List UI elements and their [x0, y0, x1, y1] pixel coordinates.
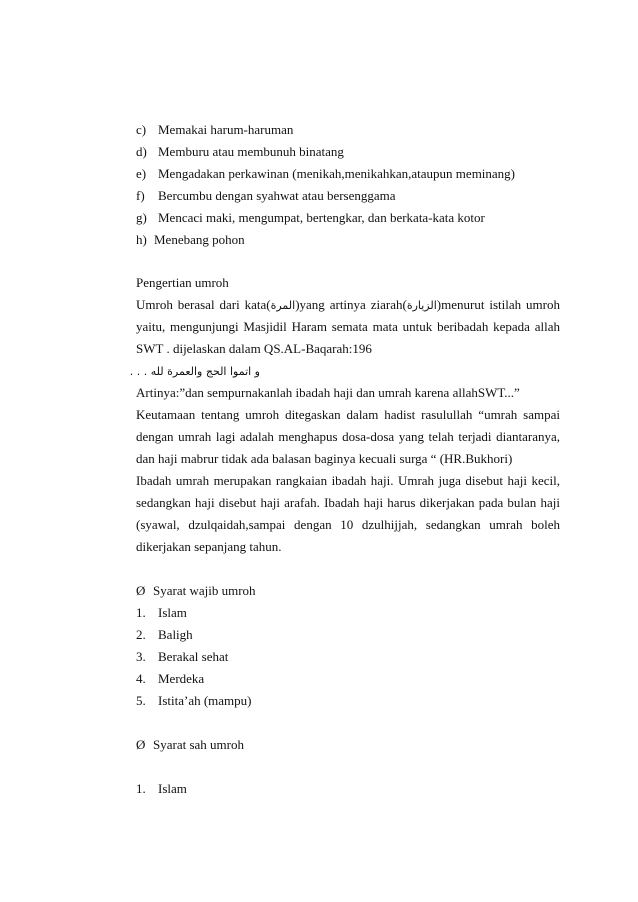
paragraph-line: dikerjakan sepanjang tahun.: [136, 539, 282, 554]
paragraph-line: (syawal, dzulqaidah,sampai dengan 10 dzulhijjah, sedangkan umrah boleh: [136, 517, 560, 532]
bullet-icon: Ø: [136, 583, 146, 598]
bullet-heading: [136, 583, 256, 599]
list-item: [136, 166, 515, 182]
list-item-label: 1.: [136, 605, 146, 620]
list-item: [136, 122, 293, 138]
list-item-text: Bercumbu dengan syahwat atau bersenggama: [158, 188, 396, 203]
list-item-text: Memburu atau membunuh binatang: [158, 144, 344, 159]
text-run: )menurut istilah umroh: [436, 297, 560, 312]
text-run: Umroh berasal dari kata(: [136, 297, 271, 312]
paragraph-line: SWT . dijelaskan dalam QS.AL-Baqarah:196: [136, 341, 372, 356]
artinya-line: Artinya:”dan sempurnakanlah ibadah haji dan umrah karena allahSWT...”: [136, 385, 520, 400]
list-item-text: Islam: [158, 781, 187, 796]
paragraph-line: dengan umrah lagi adalah menghapus dosa-dosa yang telah terjadi diantaranya,: [136, 429, 560, 444]
list-item: [136, 627, 193, 643]
list-item-text: Baligh: [158, 627, 193, 642]
list-item-text: Menebang pohon: [154, 232, 245, 247]
list-item-text: Mengadakan perkawinan (menikah,menikahkan,ataupun meminang): [158, 166, 516, 181]
section-title: Pengertian umroh: [136, 275, 229, 290]
paragraph-line: Ibadah umrah merupakan rangkaian ibadah haji. Umrah juga disebut haji kecil,: [136, 473, 560, 488]
paragraph-line: Keutamaan tentang umroh ditegaskan dalam hadist rasulullah “umrah sampai: [136, 407, 560, 422]
list-item-text: Istita’ah (mampu): [158, 693, 252, 708]
paragraph-line: sedangkan haji disebut haji arafah. Ibadah haji harus dikerjakan pada bulan haji: [136, 495, 560, 510]
list-item: [136, 781, 187, 797]
bullet-heading: [136, 737, 244, 753]
list-item: [136, 232, 245, 248]
bullet-heading-text: Syarat sah umroh: [153, 737, 244, 752]
list-item: [136, 605, 187, 621]
list-item-label: h): [136, 232, 147, 247]
arabic-verse: و اتموا الحج والعمرة لله . . .: [129, 365, 260, 378]
bullet-heading-text: Syarat wajib umroh: [153, 583, 256, 598]
paragraph-line: yaitu, mengunjungi Masjidil Haram semata mata untuk beribadah kepada allah: [136, 319, 560, 334]
text-run: )yang artinya ziarah(: [295, 297, 407, 312]
list-item-label: 5.: [136, 693, 146, 708]
list-item-label: c): [136, 122, 147, 137]
paragraph-line: [136, 297, 560, 314]
list-item: [136, 144, 344, 160]
list-item-label: f): [136, 188, 145, 203]
list-item-text: Berakal sehat: [158, 649, 229, 664]
arabic-word: المرة: [270, 299, 296, 312]
paragraph-line: dan haji mabrur tidak ada balasan baginya kecuali surga “ (HR.Bukhori): [136, 451, 513, 466]
list-item-label: e): [136, 166, 147, 181]
list-item-text: Mencaci maki, mengumpat, bertengkar, dan berkata-kata kotor: [158, 210, 485, 225]
list-item: [136, 210, 485, 226]
list-item: [136, 188, 396, 204]
list-item: [136, 693, 252, 709]
list-item-label: g): [136, 210, 147, 225]
list-item-text: Memakai harum-haruman: [158, 122, 294, 137]
list-item-text: Merdeka: [158, 671, 205, 686]
list-item: [136, 649, 228, 665]
arabic-word: الزيارة: [406, 299, 437, 312]
list-item-label: 2.: [136, 627, 146, 642]
bullet-icon: Ø: [136, 737, 146, 752]
list-item-label: 4.: [136, 671, 146, 686]
list-item-label: 3.: [136, 649, 146, 664]
list-item-label: d): [136, 144, 147, 159]
list-item-label: 1.: [136, 781, 146, 796]
list-item-text: Islam: [158, 605, 187, 620]
list-item: [136, 671, 204, 687]
